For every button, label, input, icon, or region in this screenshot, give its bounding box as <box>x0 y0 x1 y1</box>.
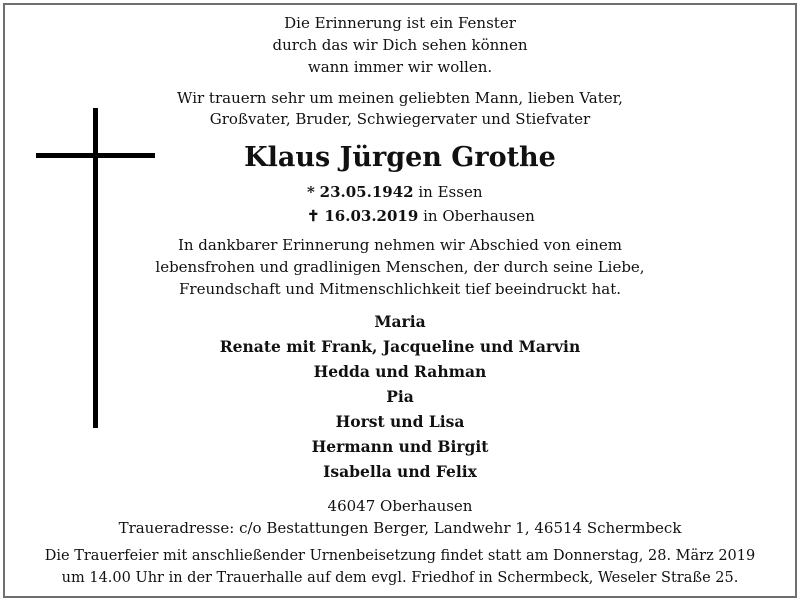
poem-line: Die Erinnerung ist ein Fenster <box>284 14 516 32</box>
farewell-line: In dankbarer Erinnerung nehmen wir Abschied von einem <box>177 236 623 254</box>
mourning-line: Wir trauern sehr um meinen geliebten Mann, lieben Vater, <box>177 89 623 107</box>
poem-line: durch das wir Dich sehen können <box>272 36 528 54</box>
farewell-line: lebensfrohen und gradlinigen Menschen, der durch seine Liebe, <box>155 258 645 276</box>
poem-line: wann immer wir wollen. <box>307 58 493 76</box>
birth-line <box>307 183 482 201</box>
family-member: Maria <box>374 312 426 331</box>
family-member: Horst und Lisa <box>335 412 465 431</box>
ceremony-line: Die Trauerfeier mit anschließender Urnenbeisetzung findet statt am Donnerstag, 28. März 2019 <box>44 548 756 564</box>
address-line: 46047 Oberhausen <box>327 497 473 515</box>
birth-place: in Essen <box>418 183 483 201</box>
death-symbol: ✝ <box>307 207 320 225</box>
family-member: Hermann und Birgit <box>311 437 489 456</box>
birth-date: 23.05.1942 <box>319 183 414 201</box>
ceremony-line: um 14.00 Uhr in der Trauerhalle auf dem evgl. Friedhof in Schermbeck, Weseler Straße 25. <box>61 570 739 586</box>
family-member: Isabella und Felix <box>323 462 477 481</box>
deceased-name: Klaus Jürgen Grothe <box>244 142 556 173</box>
farewell-line: Freundschaft und Mitmenschlichkeit tief beeindruckt hat. <box>179 280 621 298</box>
death-date: 16.03.2019 <box>324 207 419 225</box>
mourning-line: Großvater, Bruder, Schwiegervater und Stiefvater <box>209 110 591 128</box>
family-member: Hedda und Rahman <box>313 362 487 381</box>
family-member: Renate mit Frank, Jacqueline und Marvin <box>219 337 581 356</box>
death-line <box>307 207 535 225</box>
address-line: Traueradresse: c/o Bestattungen Berger, Landwehr 1, 46514 Schermbeck <box>118 519 682 537</box>
birth-symbol: * <box>307 183 315 201</box>
death-place: in Oberhausen <box>423 207 535 225</box>
family-member: Pia <box>386 387 414 406</box>
